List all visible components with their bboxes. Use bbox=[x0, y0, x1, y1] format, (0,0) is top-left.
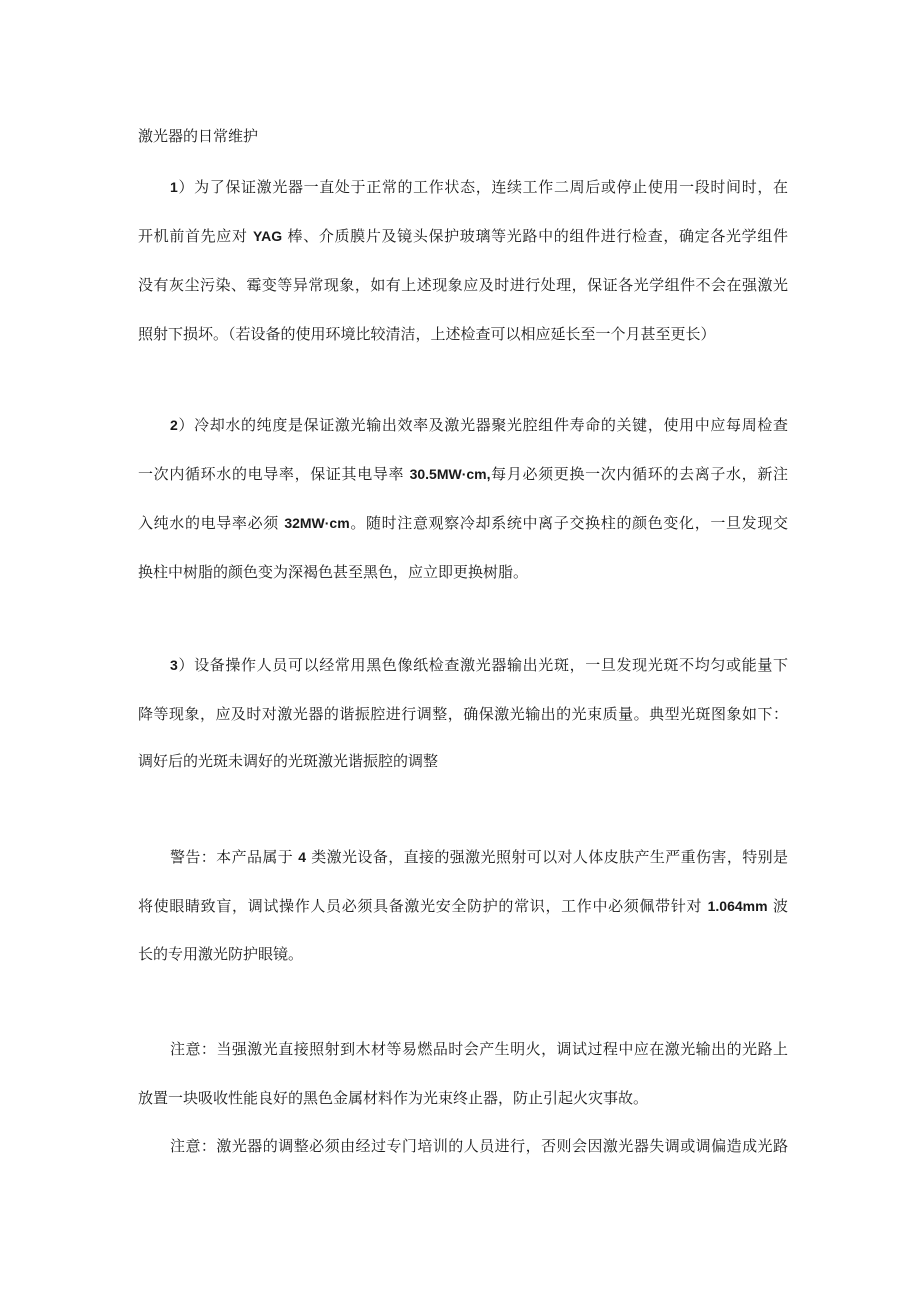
paragraph-3-line-2: 降等现象，应及时对激光器的谐振腔进行调整，确保激光输出的光束质量。典型光斑图象如下： bbox=[138, 705, 788, 723]
paragraph-2-line-2: 一次内循环水的电导率，保证其电导率 30.5MW·cm,每月必须更换一次内循环的去离子水，新注 bbox=[138, 465, 788, 483]
paragraph-1-line-4: 照射下损坏。（若设备的使用环境比较清洁，上述检查可以相应延长至一个月甚至更长） bbox=[138, 325, 716, 343]
paragraph-2-line-1: 2）冷却水的纯度是保证激光输出效率及激光器聚光腔组件寿命的关键，使用中应每周检查 bbox=[170, 416, 788, 434]
note-2-line-1: 注意：激光器的调整必须由经过专门培训的人员进行，否则会因激光器失调或调偏造成光路 bbox=[170, 1137, 788, 1155]
paragraph-1-line-1: 1）为了保证激光器一直处于正常的工作状态，连续工作二周后或停止使用一段时间时，在 bbox=[170, 178, 788, 196]
warning-line-3: 长的专用激光防护眼镜。 bbox=[138, 945, 304, 963]
paragraph-2-line-4: 换柱中树脂的颜色变为深褐色甚至黑色，应立即更换树脂。 bbox=[138, 563, 529, 581]
paragraph-2-line-3: 入纯水的电导率必须 32MW·cm。随时注意观察冷却系统中离子交换柱的颜色变化，一旦发现交 bbox=[138, 514, 788, 532]
document-title: 激光器的日常维护 bbox=[138, 127, 259, 145]
note-1-line-2: 放置一块吸收性能良好的黑色金属材料作为光束终止器，防止引起火灾事故。 bbox=[138, 1089, 649, 1107]
warning-line-1: 警告：本产品属于 4 类激光设备，直接的强激光照射可以对人体皮肤产生严重伤害，特别是 bbox=[170, 848, 788, 866]
paragraph-1-line-3: 没有灰尘污染、霉变等异常现象，如有上述现象应及时进行处理，保证各光学组件不会在强激光 bbox=[138, 276, 788, 294]
warning-line-2: 将使眼睛致盲，调试操作人员必须具备激光安全防护的常识，工作中必须佩带针对 1.064mm 波 bbox=[138, 897, 788, 915]
note-1-line-1: 注意：当强激光直接照射到木材等易燃品时会产生明火，调试过程中应在激光输出的光路上 bbox=[170, 1040, 788, 1058]
paragraph-3-line-1: 3）设备操作人员可以经常用黑色像纸检查激光器输出光斑，一旦发现光斑不均匀或能量下 bbox=[170, 656, 788, 674]
paragraph-1-line-2: 开机前首先应对 YAG 棒、介质膜片及镜头保护玻璃等光路中的组件进行检查，确定各光学组件 bbox=[138, 227, 788, 245]
paragraph-3-line-3: 调好后的光斑未调好的光斑激光谐振腔的调整 bbox=[138, 752, 439, 770]
